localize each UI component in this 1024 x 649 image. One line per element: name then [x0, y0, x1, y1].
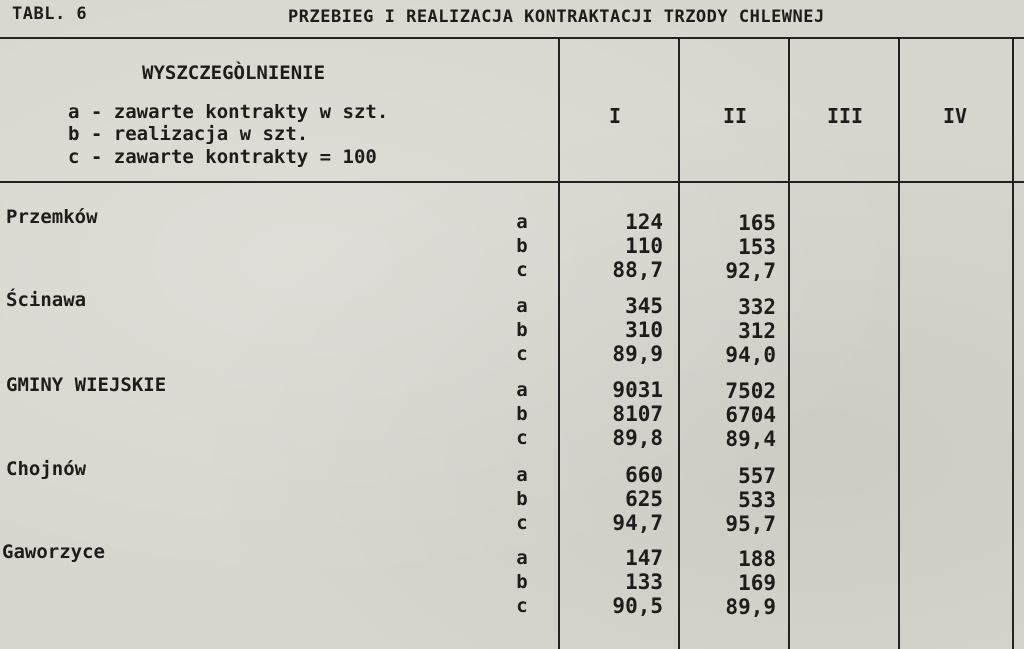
- cell-q2: 165: [738, 211, 776, 235]
- quarter-header-I: I: [608, 104, 622, 128]
- row-name-gaworzyce: Gaworzyce: [2, 541, 105, 563]
- row-letter: c: [516, 427, 528, 449]
- row-name-chojnow: Chojnów: [6, 458, 87, 480]
- row-letter: c: [516, 259, 528, 281]
- legend-c: c - zawarte kontrakty = 100: [68, 146, 377, 168]
- cell-q2: 188: [738, 547, 776, 571]
- cell-q2: 94,0: [725, 343, 776, 367]
- row-letter: a: [516, 295, 528, 317]
- cell-q2: 6704: [725, 403, 776, 427]
- row-name-scinawa: Ścinawa: [6, 289, 87, 311]
- row-letter: b: [516, 319, 528, 341]
- column-head-title: WYSZCZEGÒLNIENIE: [142, 62, 326, 84]
- row-letter: b: [516, 571, 528, 593]
- row-letter: b: [516, 403, 528, 425]
- cell-q2: 92,7: [725, 259, 776, 283]
- cell-q1: 345: [625, 294, 663, 318]
- legend-b: b - realizacja w szt.: [68, 123, 309, 145]
- header-rule: [0, 181, 1024, 183]
- cell-q2: 557: [738, 464, 776, 488]
- row-letter: a: [516, 547, 528, 569]
- row-name-gminy-wiejskie: GMINY WIEJSKIE: [6, 374, 167, 396]
- row-letter: a: [516, 464, 528, 486]
- cell-q1: 89,8: [612, 426, 663, 450]
- cell-q2: 89,9: [725, 595, 776, 619]
- table-number: TABL. 6: [12, 4, 88, 24]
- cell-q1: 89,9: [612, 342, 663, 366]
- quarter-header-II: II: [722, 104, 748, 128]
- quarter-header-III: III: [826, 104, 864, 128]
- cell-q2: 169: [738, 571, 776, 595]
- cell-q1: 133: [625, 570, 663, 594]
- cell-q2: 89,4: [725, 427, 776, 451]
- top-rule: [0, 37, 1024, 39]
- row-letter: c: [516, 512, 528, 534]
- cell-q1: 310: [625, 318, 663, 342]
- column-divider-3: [788, 39, 790, 649]
- quarter-header-IV: IV: [942, 104, 968, 128]
- row-letter: c: [516, 595, 528, 617]
- cell-q1: 124: [625, 210, 663, 234]
- column-divider-4: [898, 39, 900, 649]
- cell-q2: 153: [738, 235, 776, 259]
- cell-q1: 8107: [612, 402, 663, 426]
- cell-q1: 90,5: [612, 594, 663, 618]
- legend-a: a - zawarte kontrakty w szt.: [68, 101, 389, 123]
- cell-q2: 95,7: [725, 512, 776, 536]
- cell-q1: 9031: [612, 378, 663, 402]
- cell-q1: 625: [625, 487, 663, 511]
- cell-q1: 94,7: [612, 511, 663, 535]
- cell-q2: 332: [738, 295, 776, 319]
- row-letter: a: [516, 211, 528, 233]
- column-divider-5: [1012, 39, 1014, 649]
- cell-q1: 660: [625, 463, 663, 487]
- row-letter: b: [516, 488, 528, 510]
- row-letter: b: [516, 235, 528, 257]
- row-letter: c: [516, 343, 528, 365]
- cell-q1: 147: [625, 546, 663, 570]
- page-title: PRZEBIEG I REALIZACJA KONTRAKTACJI TRZODY CHLEWNEJ: [288, 7, 825, 27]
- cell-q2: 533: [738, 488, 776, 512]
- cell-q1: 88,7: [612, 258, 663, 282]
- row-letter: a: [516, 379, 528, 401]
- row-name-przemkow: Przemków: [6, 206, 98, 228]
- cell-q1: 110: [625, 234, 663, 258]
- cell-q2: 312: [738, 319, 776, 343]
- cell-q2: 7502: [725, 379, 776, 403]
